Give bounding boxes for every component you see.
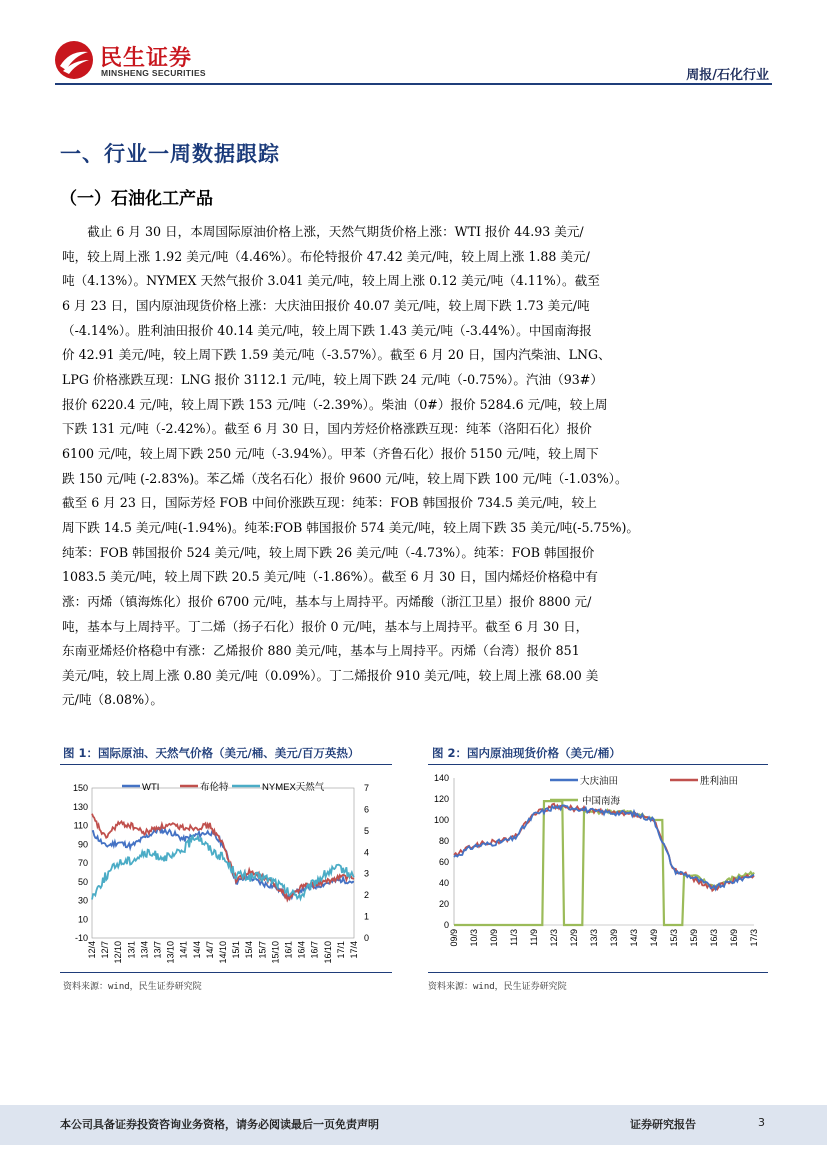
figure2-title-rule	[428, 764, 768, 765]
x-tick-label: 09/9	[449, 929, 459, 947]
logo-name-cn: 民生证券	[100, 46, 193, 71]
body-line: 美元/吨，较上周上涨 0.80 美元/吨（0.09%）。丁二烯报价 910 美元/吨，较上周上涨 68.00 美	[62, 667, 599, 683]
x-tick-label: 15/10	[270, 941, 281, 964]
figure1-title: 图 1：国际原油、天然气价格（美元/桶、美元/百万英热）	[63, 746, 360, 760]
y-left-tick-label: -10	[74, 933, 88, 943]
legend-label: NYMEX天然气	[262, 782, 325, 793]
x-tick-label: 15/4	[244, 941, 255, 959]
y-right-tick-label: 1	[364, 911, 370, 922]
y-right-tick-label: 3	[364, 868, 370, 879]
y-left-tick-label: 150	[72, 783, 88, 793]
x-tick-label: 10/3	[469, 929, 479, 947]
body-line: 下跌 131 元/吨（-2.42%）。截至 6 月 30 日，国内芳烃价格涨跌互现：纯苯（洛阳石化）报价	[62, 421, 592, 437]
x-tick-label: 17/1	[335, 941, 346, 959]
section-title: 一、行业一周数据跟踪	[60, 142, 280, 166]
y-left-tick-label: 30	[77, 895, 88, 906]
series-line-daqing	[454, 805, 754, 889]
body-line: 6100 元/吨，较上周下跌 250 元/吨（-3.94%）。甲苯（齐鲁石化）报价 5150 元/吨，较上周下	[62, 445, 599, 461]
x-tick-label: 14/3	[629, 929, 639, 947]
body-line: 涨：丙烯（镇海炼化）报价 6700 元/吨，基本与上周持平。丙烯酸（浙江卫星）报价 8800 元/	[62, 593, 592, 609]
body-line: 周下跌 14.5 美元/吨(-1.94%)。纯苯:FOB 韩国报价 574 美元/吨，较上周下跌 35 美元/吨(-5.75%)。	[62, 519, 640, 535]
x-tick-label: 13/3	[589, 929, 599, 947]
footer-report-type: 证券研究报告	[630, 1118, 696, 1131]
body-line: 吨（4.13%）。NYMEX 天然气报价 3.041 美元/吨，较上周上涨 0.12 美元/吨（4.11%）。截至	[62, 273, 600, 289]
figure2-source: 资料来源：wind，民生证券研究院	[428, 982, 567, 992]
x-tick-label: 14/7	[204, 941, 215, 959]
x-tick-label: 15/7	[257, 941, 268, 959]
y-tick-label: 80	[438, 836, 449, 846]
body-line: 跌 150 元/吨 (-2.83%)。苯乙烯（茂名石化）报价 9600 元/吨，较上周下跌 100 元/吨（-1.03%）。	[62, 470, 628, 486]
page-number: 3	[758, 1116, 765, 1129]
x-tick-label: 15/3	[669, 929, 679, 947]
x-tick-label: 16/9	[729, 929, 739, 947]
minsheng-logo-icon	[54, 40, 94, 80]
x-tick-label: 16/4	[296, 941, 307, 959]
figure2-title: 图 2：国内原油现货价格（美元/桶）	[432, 746, 621, 760]
x-tick-label: 16/7	[309, 941, 320, 959]
body-paragraph	[62, 220, 770, 713]
body-line: 东南亚烯烃价格稳中有涨：乙烯报价 880 美元/吨，基本与上周持平。丙烯（台湾）报价 851	[62, 643, 580, 659]
logo-name-en: MINSHENG SECURITIES	[101, 68, 206, 78]
x-tick-label: 15/1	[231, 941, 242, 959]
body-line: 价 42.91 美元/吨，较上周下跌 1.59 美元/吨（-3.57%）。截至 6 月 20 日，国内汽柴油、LNG、	[62, 347, 611, 363]
y-tick-label: 120	[433, 794, 449, 804]
x-tick-label: 10/9	[489, 929, 499, 947]
y-tick-label: 100	[433, 815, 449, 825]
figure1-title-rule	[60, 764, 392, 765]
x-tick-label: 11/3	[509, 929, 519, 946]
y-left-tick-label: 50	[77, 876, 88, 887]
x-tick-label: 12/10	[113, 941, 124, 964]
figure1-chart	[56, 770, 396, 970]
y-left-tick-label: 70	[77, 858, 88, 868]
x-tick-label: 13/4	[139, 941, 150, 959]
legend-label: 中国南海	[582, 796, 621, 807]
y-left-tick-label: 130	[72, 801, 88, 812]
figure2-bottom-rule	[428, 972, 768, 973]
x-tick-label: 11/9	[529, 929, 539, 946]
x-tick-label: 17/3	[749, 929, 759, 947]
y-right-tick-label: 5	[364, 825, 370, 836]
legend-label: WTI	[142, 782, 160, 793]
figure2-chart	[420, 770, 772, 970]
body-line: LPG 价格涨跌互现：LNG 报价 3112.1 元/吨，较上周下跌 24 元/吨（-0.75%）。汽油（93#）	[62, 371, 603, 387]
x-tick-label: 12/4	[87, 941, 97, 959]
x-tick-label: 14/4	[191, 941, 202, 959]
x-tick-label: 13/7	[152, 941, 163, 959]
y-right-tick-label: 6	[364, 804, 370, 815]
body-line: 报价 6220.4 元/吨，较上周下跌 153 元/吨（-2.39%）。柴油（0#）报价 5284.6 元/吨，较上周	[62, 396, 608, 412]
series-line-nanhai	[454, 801, 754, 925]
x-tick-label: 12/9	[569, 929, 579, 947]
x-tick-label: 13/10	[165, 941, 176, 964]
body-line: 截至 6 月 23 日，国际芳烃 FOB 中间价涨跌互现：纯苯：FOB 韩国报价 734.5 美元/吨，较上	[62, 495, 597, 511]
y-right-tick-label: 2	[364, 890, 370, 901]
body-line: 吨，基本与上周持平。丁二烯（扬子石化）报价 0 元/吨，基本与上周持平。截至 6 月 30 日，	[62, 618, 589, 634]
y-tick-label: 140	[433, 773, 449, 783]
body-line: 1083.5 美元/吨，较上周下跌 20.5 美元/吨（-1.86%）。截至 6 月 30 日，国内烯烃价格稳中有	[62, 569, 598, 585]
body-line: 6 月 23 日，国内原油现货价格上涨：大庆油田报价 40.07 美元/吨，较上周下跌 1.73 美元/吨	[62, 297, 590, 313]
y-right-tick-label: 7	[364, 783, 370, 793]
y-tick-label: 20	[438, 899, 449, 909]
y-left-tick-label: 110	[73, 820, 88, 831]
x-tick-label: 17/4	[349, 941, 359, 959]
x-tick-label: 14/9	[649, 929, 659, 947]
x-tick-label: 12/7	[100, 941, 111, 959]
body-line: 元/吨（8.08%）。	[62, 692, 163, 708]
x-tick-label: 14/10	[218, 941, 228, 964]
x-tick-label: 16/10	[322, 941, 333, 964]
x-tick-label: 16/1	[283, 941, 294, 959]
body-line: 截止 6 月 30 日，本周国际原油价格上涨，天然气期货价格上涨：WTI 报价 44.93 美元/	[62, 224, 584, 239]
y-right-tick-label: 4	[364, 847, 370, 858]
series-line-shengli	[454, 804, 754, 891]
figure1-source: 资料来源：wind，民生证券研究院	[63, 982, 202, 992]
x-tick-label: 14/1	[178, 941, 189, 959]
footer-disclaimer: 本公司具备证券投资咨询业务资格，请务必阅读最后一页免责声明	[60, 1118, 379, 1131]
y-tick-label: 40	[438, 878, 449, 888]
x-tick-label: 15/9	[689, 929, 699, 947]
legend-label: 胜利油田	[700, 776, 739, 787]
legend-label: 大庆油田	[580, 776, 619, 787]
x-tick-label: 12/3	[549, 929, 559, 947]
y-left-tick-label: 10	[77, 914, 88, 925]
body-line: 纯苯：FOB 韩国报价 524 美元/吨，较上周下跌 26 美元/吨（-4.73%）。纯苯：FOB 韩国报价	[62, 544, 595, 560]
body-line: （-4.14%）。胜利油田报价 40.14 美元/吨，较上周下跌 1.43 美元/吨（-3.44%）。中国南海报	[62, 322, 592, 338]
report-category: 周报/石化行业	[686, 68, 769, 83]
header-divider	[55, 83, 772, 85]
y-right-tick-label: 0	[364, 933, 370, 943]
body-line: 吨，较上周上涨 1.92 美元/吨（4.46%）。布伦特报价 47.42 美元/吨，较上周上涨 1.88 美元/	[62, 248, 590, 264]
y-tick-label: 0	[443, 920, 449, 930]
y-tick-label: 60	[438, 857, 449, 867]
x-tick-label: 16/3	[709, 929, 719, 947]
subsection-title: （一）石油化工产品	[60, 189, 213, 209]
x-tick-label: 13/9	[609, 929, 619, 947]
y-left-tick-label: 90	[77, 839, 88, 850]
legend-label: 布伦特	[200, 782, 229, 793]
x-tick-label: 13/1	[126, 941, 137, 959]
figure1-bottom-rule	[60, 972, 392, 973]
